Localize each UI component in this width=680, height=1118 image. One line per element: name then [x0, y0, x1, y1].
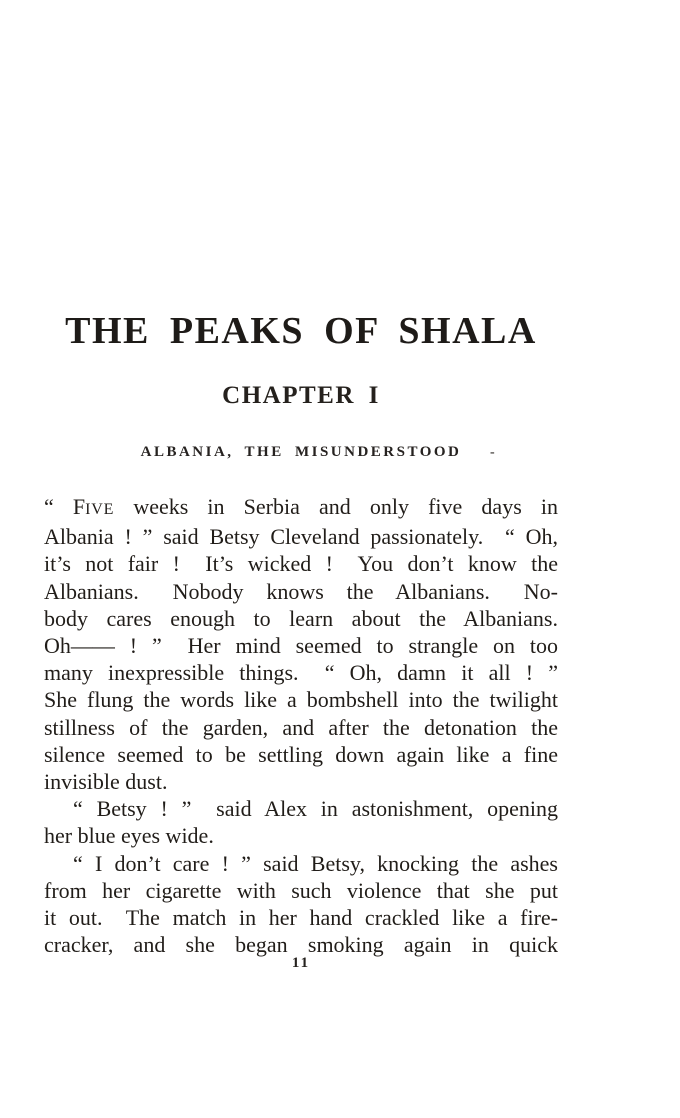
text-line: silence seemed to be settling down again like a fine — [44, 741, 558, 767]
text-line: “ I don’t care ! ” said Betsy, knocking the ashes — [73, 850, 558, 876]
text-line: it out. The match in her hand crackled like a fire- — [44, 905, 558, 931]
section-heading-row — [44, 443, 558, 463]
print-artifact-mark: - — [490, 445, 495, 460]
section-heading: ALBANIA, THE MISUNDERSTOOD — [140, 444, 462, 460]
text-line: many inexpressible things. “ Oh, damn it all ! ” — [44, 660, 558, 686]
text-line: “ FIVE weeks in Serbia and only five days in — [44, 494, 558, 519]
text-line: invisible dust. — [44, 769, 168, 795]
text-line: “ Betsy ! ” said Alex in astonishment, opening — [73, 796, 558, 822]
chapter-heading: CHAPTER I — [222, 382, 380, 409]
text-line: from her cigarette with such violence that she put — [44, 877, 558, 903]
text-line: her blue eyes wide. — [44, 823, 214, 849]
body-text — [44, 493, 558, 958]
book-title: THE PEAKS OF SHALA — [65, 310, 537, 352]
text-line: stillness of the garden, and after the detonation the — [44, 714, 558, 740]
text-line: Oh—— ! ” Her mind seemed to strangle on too — [44, 633, 558, 659]
text-line: Albania ! ” said Betsy Cleveland passionately. “ Oh, — [44, 524, 558, 550]
text-line: it’s not fair ! It’s wicked ! You don’t know the — [44, 551, 558, 577]
text-line: cracker, and she began smoking again in quick — [44, 932, 558, 958]
text-line: body cares enough to learn about the Albanians. — [44, 605, 558, 631]
text-line: She flung the words like a bombshell into the twilight — [44, 687, 558, 713]
page-number: 11 — [291, 955, 311, 971]
text-line: Albanians. Nobody knows the Albanians. No- — [44, 578, 558, 604]
